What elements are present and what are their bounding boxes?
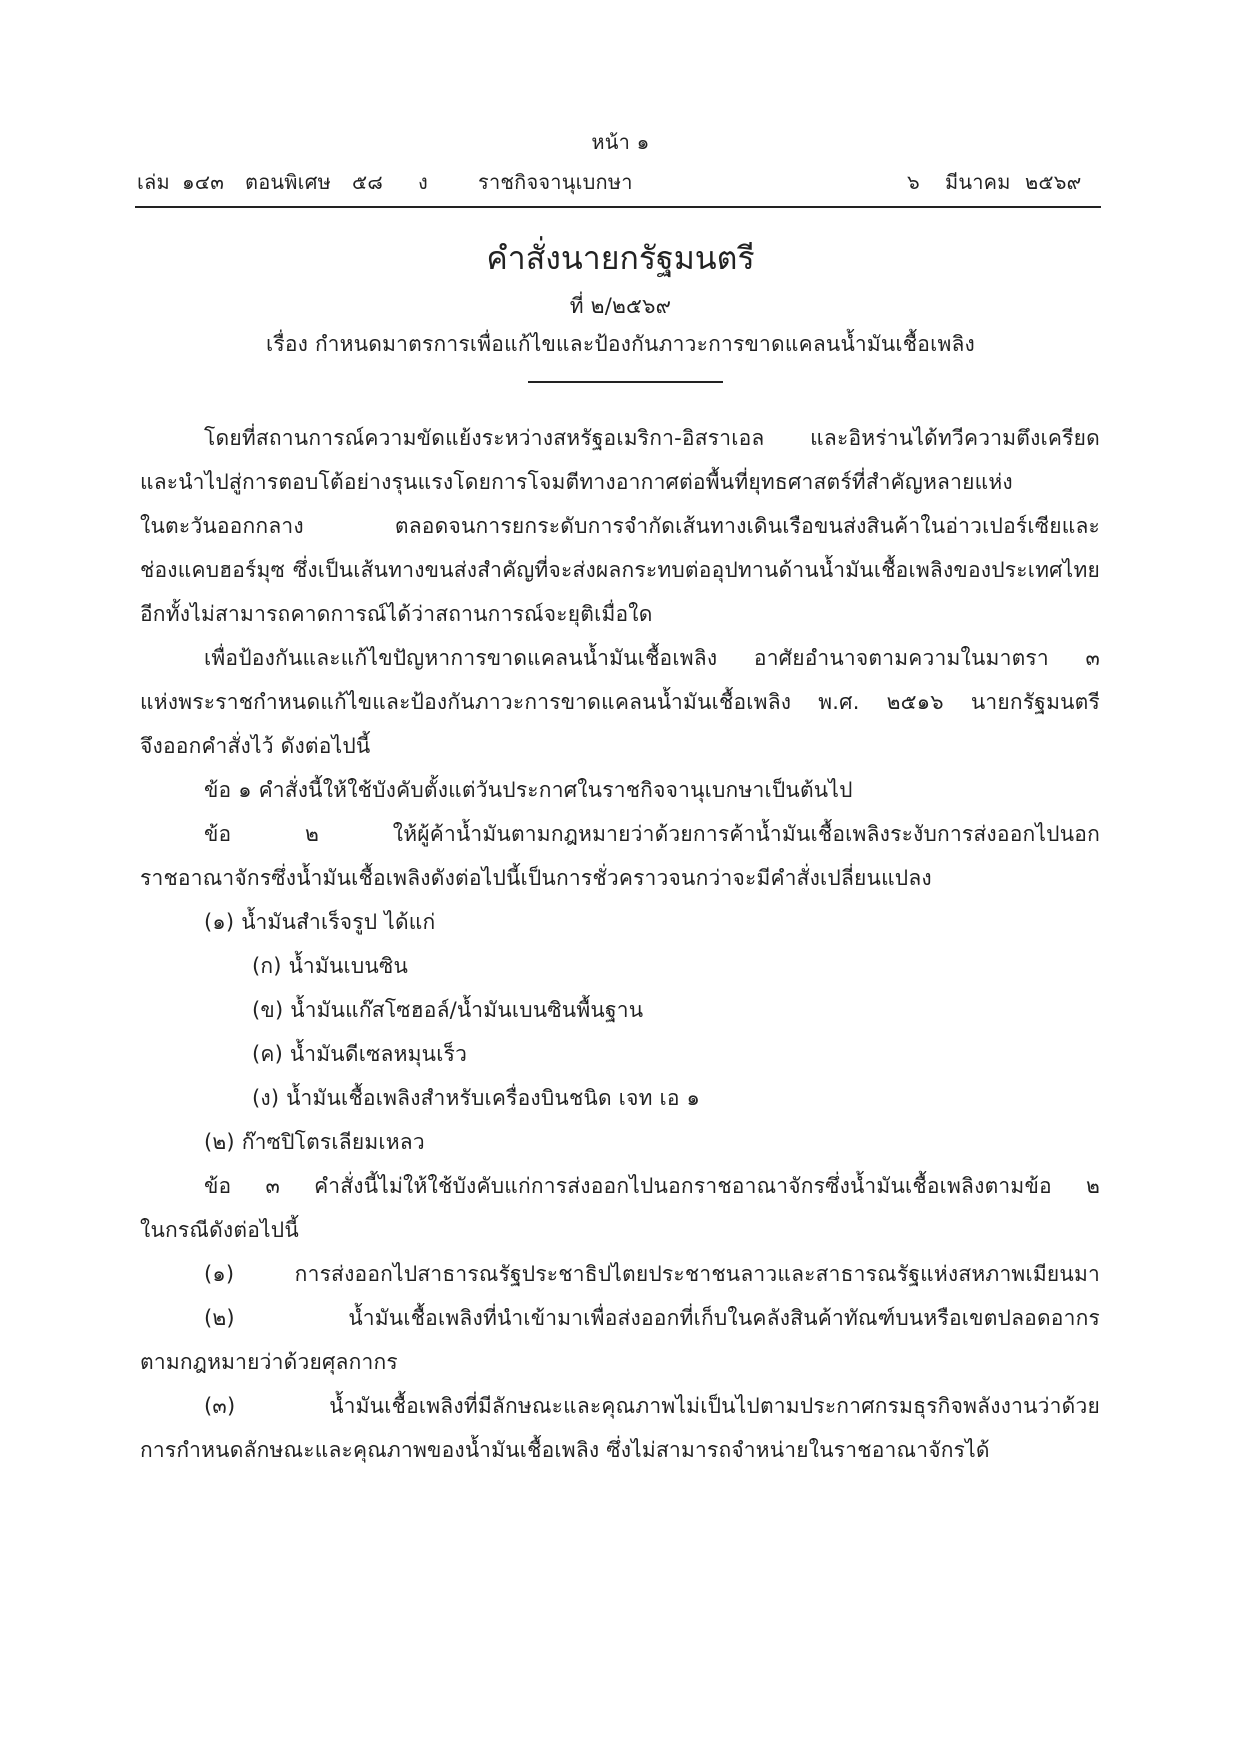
- date-year: ๒๕๖๙: [1025, 170, 1082, 194]
- body-line: เพื่อป้องกันและแก้ไขปัญหาการขาดแคลนน้ำมันเชื้อเพลิง อาศัยอำนาจตามความในมาตรา ๓: [204, 646, 1100, 670]
- document-title: คำสั่งนายกรัฐมนตรี: [486, 239, 755, 277]
- sub-list-item: (ง) น้ำมันเชื้อเพลิงสำหรับเครื่องบินชนิด เจท เอ ๑: [252, 1086, 701, 1110]
- date-month: มีนาคม: [945, 170, 1011, 194]
- list-item: (๑) น้ำมันสำเร็จรูป ได้แก่: [204, 910, 436, 934]
- order-number: ที่ ๒/๒๕๖๙: [569, 294, 672, 318]
- publication-name: ราชกิจจานุเบกษา: [478, 170, 633, 194]
- clause-1: ข้อ ๑ คำสั่งนี้ให้ใช้บังคับตั้งแต่วันประกาศในราชกิจจานุเบกษาเป็นต้นไป: [204, 778, 853, 802]
- body-line: แห่งพระราชกำหนดแก้ไขและป้องกันภาวะการขาดแคลนน้ำมันเชื้อเพลิง พ.ศ. ๒๕๑๖ นายกรัฐมนตรี: [140, 690, 1100, 714]
- body-line: อีกทั้งไม่สามารถคาดการณ์ได้ว่าสถานการณ์จะยุติเมื่อใด: [140, 602, 653, 626]
- body-line: โดยที่สถานการณ์ความขัดแย้งระหว่างสหรัฐอเมริกา-อิสราเอล และอิหร่านได้ทวีความตึงเครียด: [204, 426, 1100, 450]
- title-separator: [528, 381, 723, 383]
- sub-list-item: (ข) น้ำมันแก๊สโซฮอล์/น้ำมันเบนซินพื้นฐาน: [252, 998, 644, 1022]
- section-letter: ง: [418, 170, 428, 194]
- list-item: (๒) น้ำมันเชื้อเพลิงที่นำเข้ามาเพื่อส่งออกที่เก็บในคลังสินค้าทัณฑ์บนหรือเขตปลอดอากร: [204, 1306, 1100, 1330]
- header-rule: [135, 206, 1101, 208]
- body-line: ในกรณีดังต่อไปนี้: [140, 1218, 299, 1242]
- clause-2: ข้อ ๒ ให้ผู้ค้าน้ำมันตามกฎหมายว่าด้วยการค้าน้ำมันเชื้อเพลิงระงับการส่งออกไปนอก: [204, 822, 1100, 846]
- date-day: ๖: [907, 170, 920, 194]
- page-number: หน้า ๑: [591, 130, 650, 154]
- clause-3: ข้อ ๓ คำสั่งนี้ไม่ให้ใช้บังคับแก่การส่งออกไปนอกราชอาณาจักรซึ่งน้ำมันเชื้อเพลิงตามข้อ ๒: [204, 1174, 1100, 1198]
- sub-list-item: (ค) น้ำมันดีเซลหมุนเร็ว: [252, 1042, 468, 1066]
- volume-number: ๑๔๓: [182, 170, 225, 194]
- body-line: จึงออกคำสั่งไว้ ดังต่อไปนี้: [140, 734, 371, 758]
- body-line: ตามกฎหมายว่าด้วยศุลกากร: [140, 1350, 398, 1374]
- sub-list-item: (ก) น้ำมันเบนซิน: [252, 954, 408, 978]
- list-item: (๒) ก๊าซปิโตรเลียมเหลว: [204, 1130, 425, 1154]
- body-line: ช่องแคบฮอร์มุซ ซึ่งเป็นเส้นทางขนส่งสำคัญที่จะส่งผลกระทบต่ออุปทานด้านน้ำมันเชื้อเพลิงของประเทศไทย: [140, 558, 1100, 582]
- body-line: ในตะวันออกกลาง ตลอดจนการยกระดับการจำกัดเส้นทางเดินเรือขนส่งสินค้าในอ่าวเปอร์เซียและ: [140, 514, 1100, 538]
- body-line: การกำหนดลักษณะและคุณภาพของน้ำมันเชื้อเพลิง ซึ่งไม่สามารถจำหน่ายในราชอาณาจักรได้: [140, 1438, 990, 1462]
- section-number: ๕๘: [352, 170, 383, 194]
- section-label: ตอนพิเศษ: [245, 170, 331, 194]
- body-line: และนำไปสู่การตอบโต้อย่างรุนแรงโดยการโจมตีทางอากาศต่อพื้นที่ยุทธศาสตร์ที่สำคัญหลายแห่ง: [140, 470, 1013, 494]
- body-line: ราชอาณาจักรซึ่งน้ำมันเชื้อเพลิงดังต่อไปนี้เป็นการชั่วคราวจนกว่าจะมีคำสั่งเปลี่ยนแปลง: [140, 866, 932, 890]
- order-subject: เรื่อง กำหนดมาตรการเพื่อแก้ไขและป้องกันภาวะการขาดแคลนน้ำมันเชื้อเพลิง: [265, 332, 976, 356]
- volume-label: เล่ม: [137, 170, 170, 194]
- list-item: (๑) การส่งออกไปสาธารณรัฐประชาธิปไตยประชาชนลาวและสาธารณรัฐแห่งสหภาพเมียนมา: [204, 1262, 1100, 1286]
- list-item: (๓) น้ำมันเชื้อเพลิงที่มีลักษณะและคุณภาพไม่เป็นไปตามประกาศกรมธุรกิจพลังงานว่าด้วย: [204, 1394, 1100, 1418]
